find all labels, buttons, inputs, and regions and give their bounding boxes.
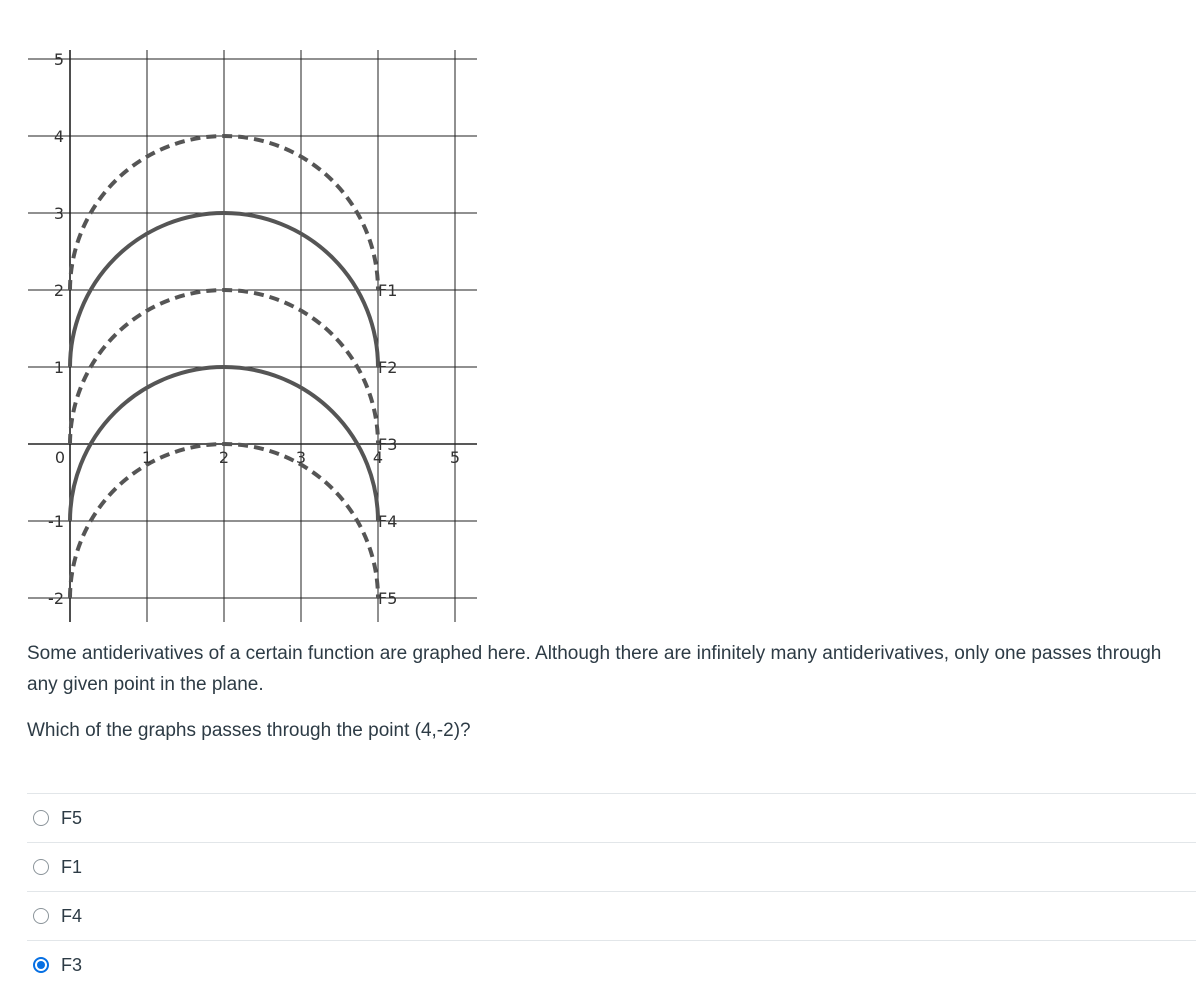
answer-option[interactable] <box>27 793 1196 842</box>
answer-option[interactable] <box>27 940 1196 989</box>
answer-label: F1 <box>61 856 83 877</box>
x-tick-label: 1 <box>141 448 153 467</box>
y-tick-label: 1 <box>53 358 64 377</box>
radio-button[interactable] <box>33 908 49 924</box>
x-tick-label: 0 <box>54 448 66 467</box>
curve-label: F5 <box>378 589 398 608</box>
y-tick-label: -1 <box>48 512 64 531</box>
y-tick-label: 4 <box>53 127 64 146</box>
y-tick-label: 5 <box>53 50 64 69</box>
x-tick-label: 5 <box>449 448 461 467</box>
radio-button[interactable] <box>33 859 49 875</box>
antiderivatives-graph <box>0 0 500 630</box>
question-text <box>27 638 1187 746</box>
answer-list <box>27 793 1196 989</box>
y-tick-label: -2 <box>48 589 64 608</box>
curve-label: F3 <box>378 435 398 454</box>
answer-option[interactable] <box>27 842 1196 891</box>
curve-label: F2 <box>378 358 398 377</box>
question-paragraph-1: Some antiderivatives of a certain function are graphed here. Although there are infinitely many antiderivatives, only one passes through any given point in the plane. <box>27 643 1162 695</box>
x-tick-label: 3 <box>295 448 307 467</box>
x-tick-label: 2 <box>218 448 230 467</box>
answer-option[interactable] <box>27 891 1196 940</box>
question-paragraph-2: Which of the graphs passes through the point (4,-2)? <box>27 720 471 741</box>
radio-button[interactable] <box>33 957 49 973</box>
curve-label: F1 <box>378 281 398 300</box>
curve-label: F4 <box>378 512 398 531</box>
answer-label: F5 <box>61 807 83 828</box>
radio-button[interactable] <box>33 810 49 826</box>
y-tick-label: 2 <box>53 281 64 300</box>
answer-label: F3 <box>61 954 83 975</box>
x-tick-label: 4 <box>372 448 384 467</box>
answer-label: F4 <box>61 905 83 926</box>
y-tick-label: 3 <box>53 204 64 223</box>
